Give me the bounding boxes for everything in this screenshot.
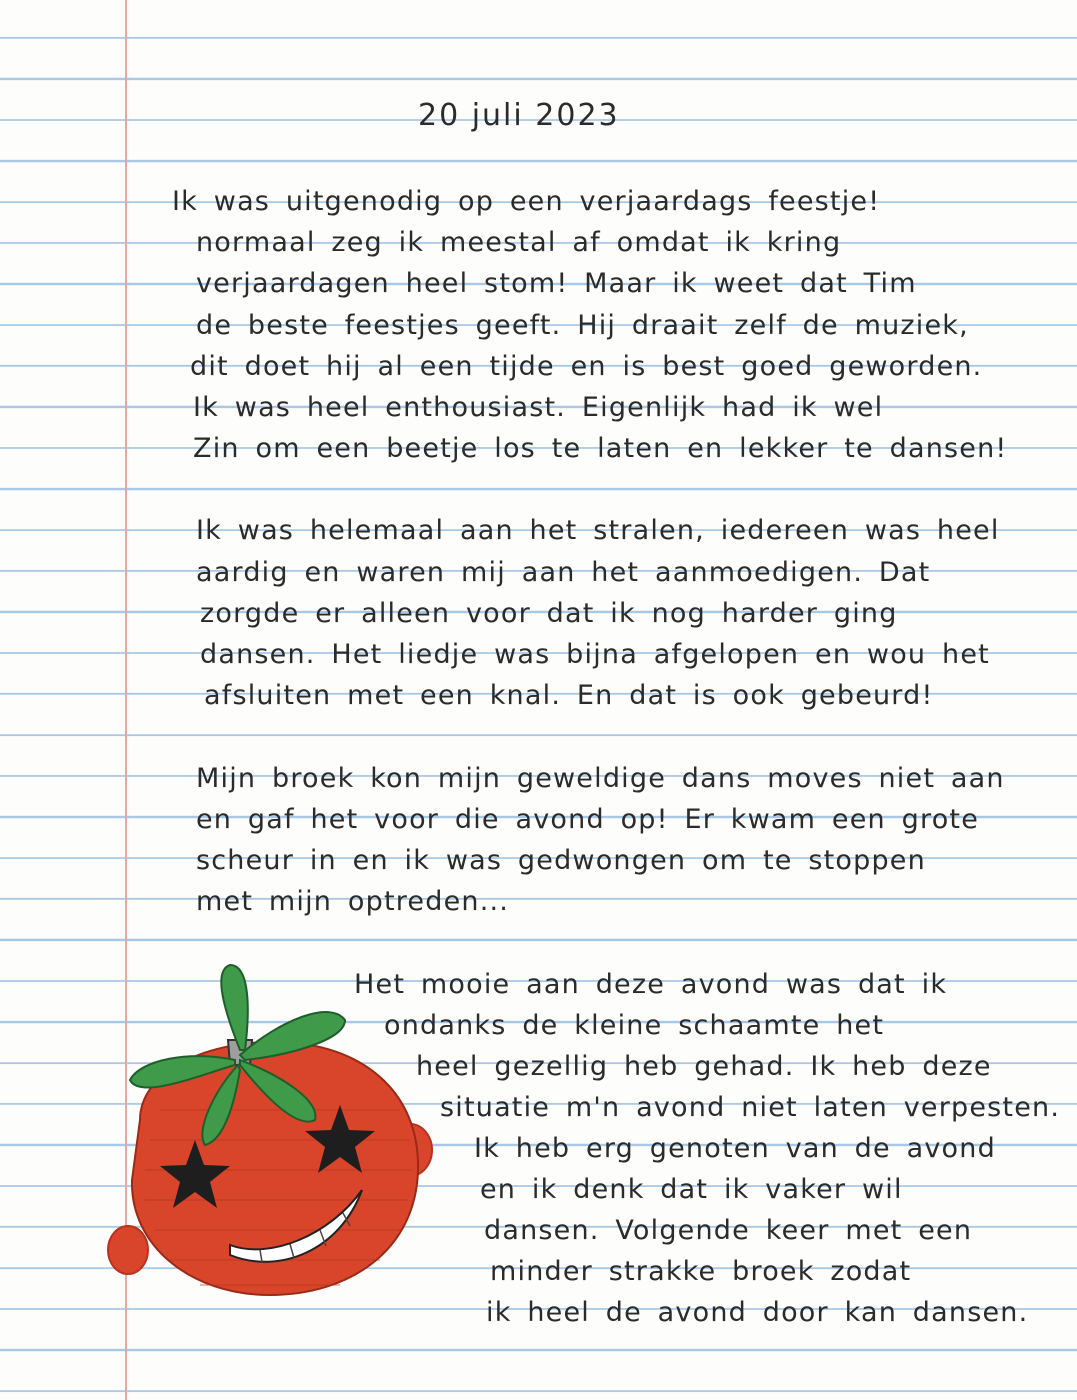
text-line: ik heel de avond door kan dansen.	[486, 1297, 1029, 1328]
text-line: met mijn optreden...	[196, 886, 510, 917]
text-line: dit doet hij al een tijde en is best goed geworden.	[190, 351, 983, 382]
text-line: zorgde er alleen voor dat ik nog harder ging	[200, 598, 898, 629]
text-line: ondanks de kleine schaamte het	[384, 1010, 885, 1041]
text-line: aardig en waren mij aan het aanmoedigen. Dat	[196, 557, 931, 588]
text-line: dansen. Volgende keer met een	[484, 1215, 973, 1246]
text-line: Ik heb erg genoten van de avond	[474, 1133, 996, 1164]
text-line: Ik was helemaal aan het stralen, iedereen was heel	[196, 515, 1000, 546]
text-line: Zin om een beetje los te laten en lekker te dansen!	[193, 433, 1008, 464]
text-line: Ik was heel enthousiast. Eigenlijk had ik wel	[193, 392, 884, 423]
text-line: Mijn broek kon mijn geweldige dans moves niet aan	[196, 763, 1005, 794]
text-line: heel gezellig heb gehad. Ik heb deze	[416, 1051, 992, 1082]
text-line: Ik was uitgenodig op een verjaardags feestje!	[172, 186, 881, 217]
text-line: afsluiten met een knal. En dat is ook gebeurd!	[204, 680, 934, 711]
text-line: verjaardagen heel stom! Maar ik weet dat Tim	[196, 268, 917, 299]
text-line: dansen. Het liedje was bijna afgelopen en wou het	[200, 639, 990, 670]
text-line: de beste feestjes geeft. Hij draait zelf de muziek,	[196, 310, 969, 341]
text-line: scheur in en ik was gedwongen om te stoppen	[196, 845, 926, 876]
diary-date: 20 juli 2023	[418, 98, 620, 133]
text-line: en gaf het voor die avond op! Er kwam een grote	[196, 804, 980, 835]
text-line: normaal zeg ik meestal af omdat ik kring	[196, 227, 842, 258]
text-line: en ik denk dat ik vaker wil	[480, 1174, 903, 1205]
text-line: situatie m'n avond niet laten verpesten.	[440, 1092, 1061, 1123]
text-line: minder strakke broek zodat	[490, 1256, 912, 1287]
text-line: Het mooie aan deze avond was dat ik	[354, 969, 948, 1000]
tomato-with-star-eyes-icon	[100, 960, 440, 1300]
